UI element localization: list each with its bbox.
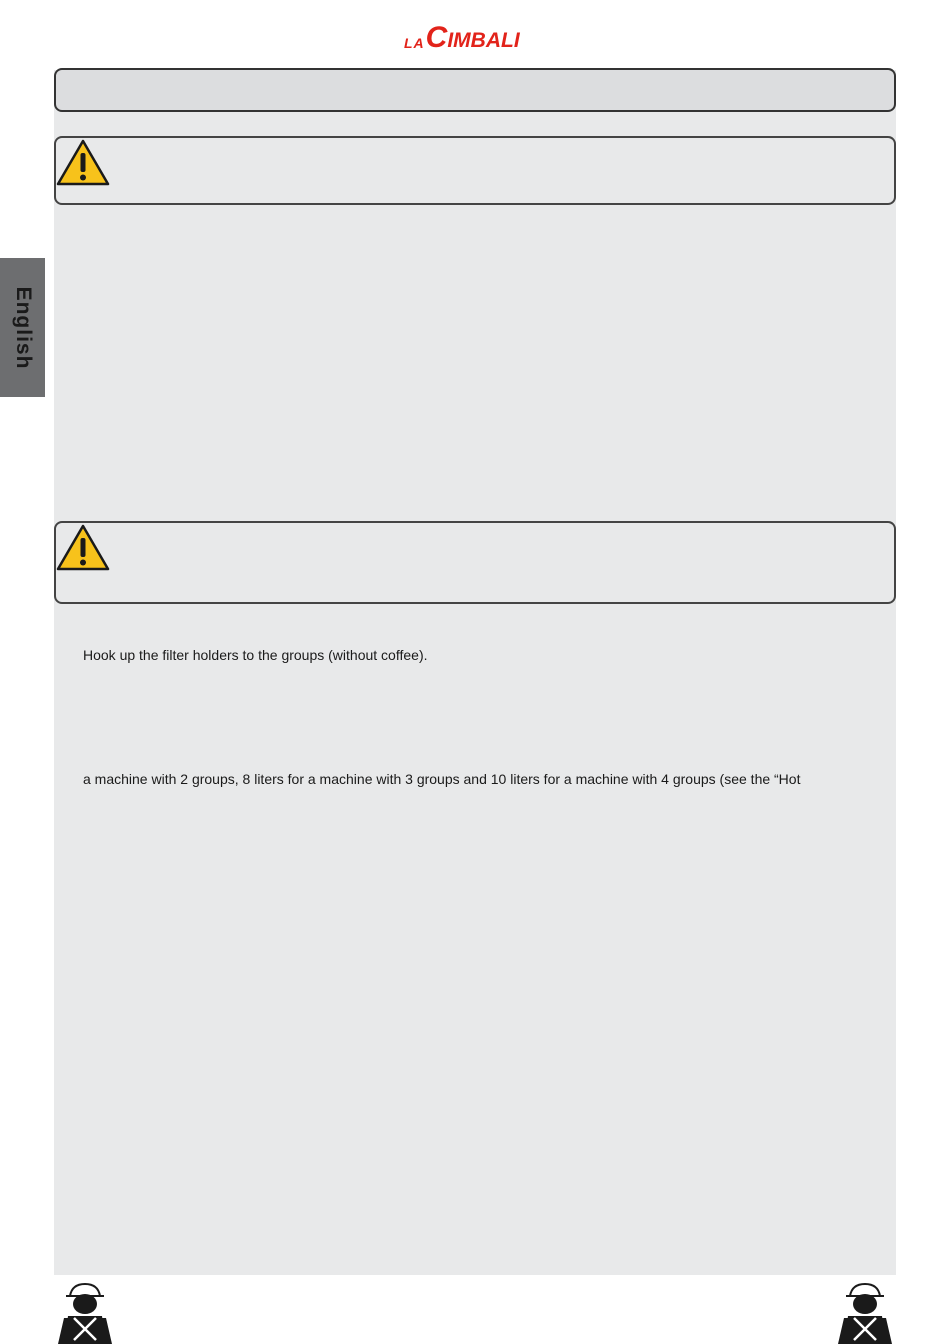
content-panel: [54, 70, 896, 1275]
technician-icon: [834, 1282, 896, 1344]
language-tab: [0, 258, 45, 397]
language-tab-label: English: [11, 286, 35, 369]
logo-la: LA: [404, 35, 425, 51]
logo-rest: IMBALI: [447, 29, 520, 52]
instruction-text-2: a machine with 2 groups, 8 liters for a machine with 3 groups and 10 liters for a machine with 4 groups (see the “Hot: [83, 771, 801, 787]
warning-box-1: [54, 136, 896, 205]
section-title-bar: [54, 68, 896, 112]
warning-triangle-icon: [56, 138, 110, 186]
brand-logo: [404, 22, 520, 52]
warning-box-2: [54, 521, 896, 604]
warning-triangle-icon: [56, 523, 110, 571]
instruction-text-1: Hook up the filter holders to the groups (without coffee).: [83, 647, 428, 663]
logo-c: C: [425, 21, 448, 54]
technician-icon: [54, 1282, 116, 1344]
